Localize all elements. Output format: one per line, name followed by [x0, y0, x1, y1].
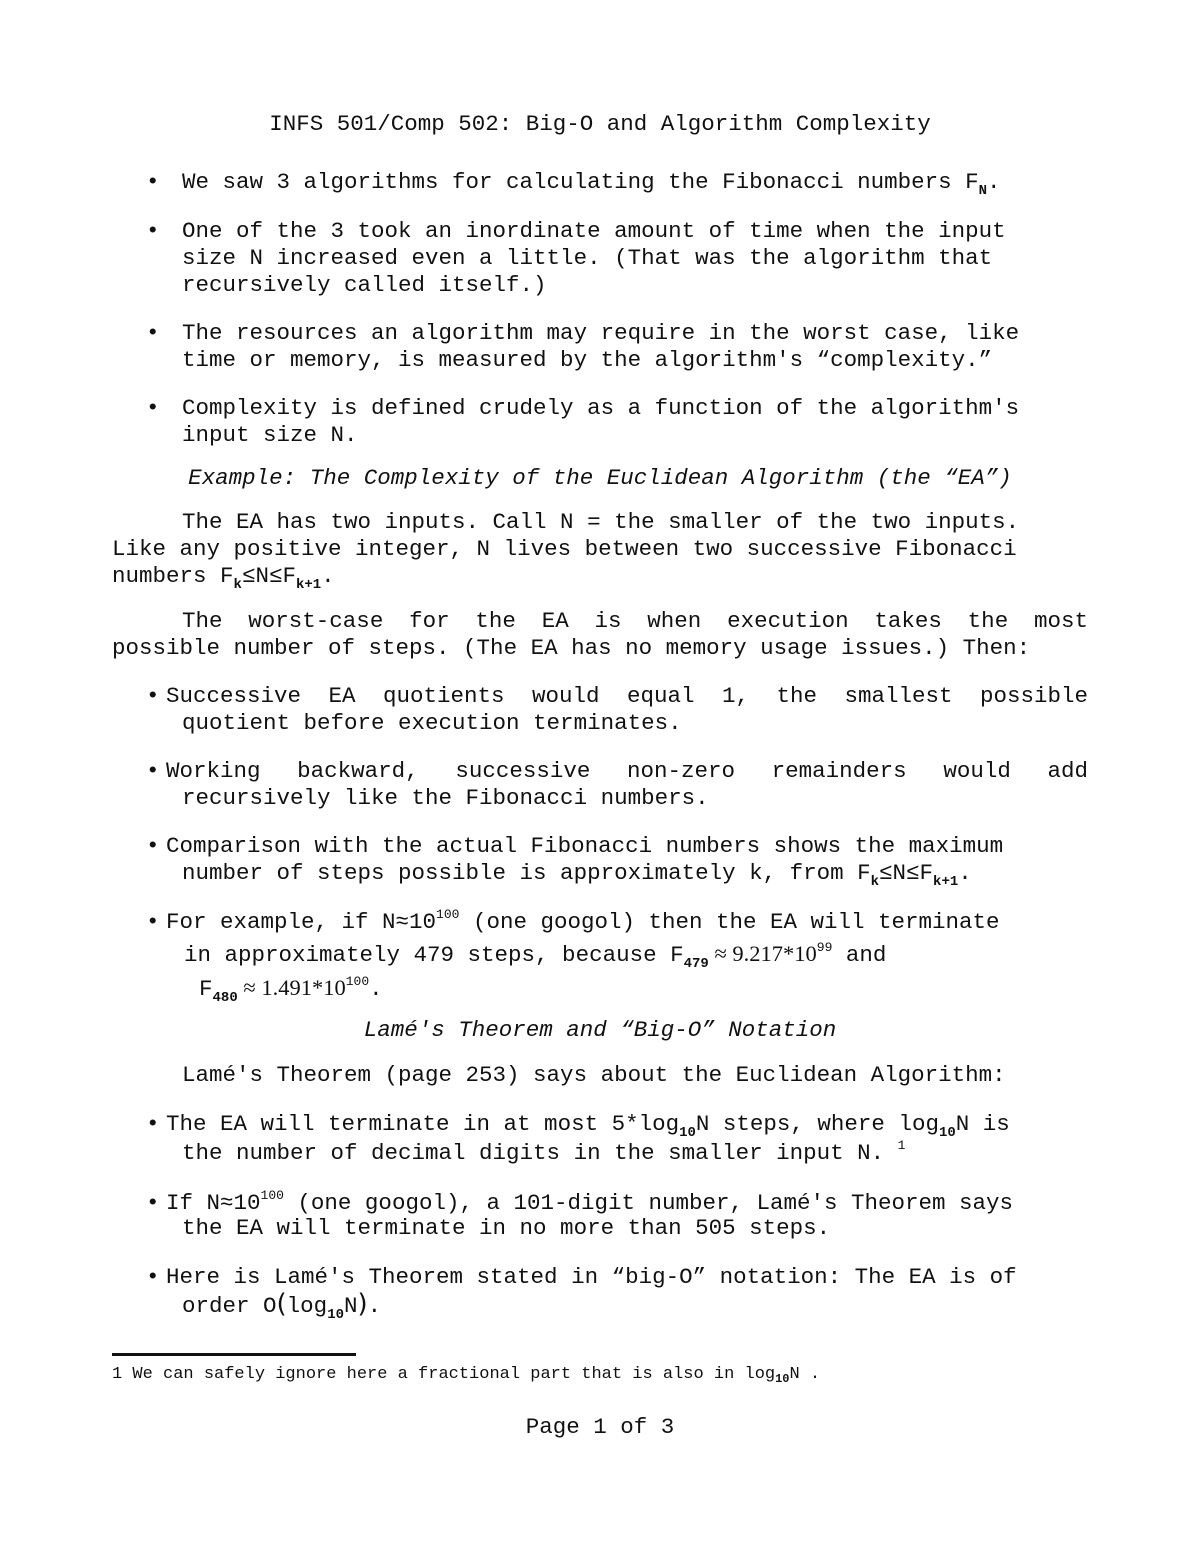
bullet-marker: • — [146, 833, 160, 859]
subscript-k-plus-1: k+1 — [295, 577, 322, 593]
text: (one googol) then the EA will terminate — [459, 909, 1000, 935]
lame-bullet-1-line-2 — [182, 1140, 905, 1169]
example-heading: Example: The Complexity of the Euclidean Algorithm (the “EA”) — [188, 465, 1012, 491]
text: If N≈10 — [166, 1190, 261, 1216]
example-p1-line-3 — [112, 563, 335, 593]
footnote-ref[interactable]: 1 — [897, 1138, 906, 1153]
footnote — [112, 1361, 820, 1389]
text: For example, if N≈10 — [166, 909, 437, 935]
page-title: INFS 501/Comp 502: Big-O and Algorithm Complexity — [269, 111, 931, 137]
example-p1-line-1: The EA has two inputs. Call N = the smaller of the two inputs. — [182, 509, 1020, 535]
subscript-10: 10 — [679, 1125, 696, 1141]
text: We can safely ignore here a fractional part that is also in log — [122, 1365, 776, 1384]
lame-bullet-3-line-2 — [182, 1291, 381, 1323]
example-bullet-1-line-2: quotient before execution terminates. — [182, 710, 682, 736]
intro-bullet-1 — [182, 169, 1001, 199]
text: The EA will terminate in at most 5*log — [166, 1111, 680, 1137]
example-bullet-3-line-2 — [182, 860, 972, 890]
example-bullet-4-line-3 — [199, 974, 383, 1006]
text: . — [367, 1293, 382, 1319]
text: numbers F — [112, 563, 234, 589]
text: N steps, where log — [695, 1111, 939, 1137]
intro-bullet-1-end: . — [987, 169, 1001, 195]
text: N is — [955, 1111, 1010, 1137]
example-bullet-1-line-1: Successive EA quotients would equal 1, the smallest possible — [166, 683, 1088, 709]
text: in approximately 479 steps, because F — [184, 942, 684, 968]
text: ≈ 1.491*10 — [237, 975, 346, 1000]
lame-bullet-1-line-1 — [166, 1111, 1010, 1141]
footnote-divider — [112, 1353, 356, 1356]
bullet-marker: • — [146, 758, 160, 784]
intro-bullet-2-line-1: One of the 3 took an inordinate amount of time when the input — [182, 218, 1006, 244]
text: order O — [182, 1293, 277, 1319]
bullet-marker: • — [146, 320, 160, 346]
text: ≈ 9.217*10 — [708, 941, 817, 966]
superscript-100: 100 — [345, 974, 370, 989]
text: and — [832, 942, 887, 968]
lame-bullet-3-line-1: Here is Lamé's Theorem stated in “big-O” notation: The EA is of — [166, 1264, 1017, 1290]
text: N . — [789, 1365, 821, 1384]
example-bullet-4-line-2 — [184, 940, 886, 972]
text: ≤N≤F — [241, 563, 296, 589]
example-p2-line-1: The worst-case for the EA is when execution takes the most — [182, 608, 1088, 634]
subscript-10: 10 — [775, 1372, 790, 1386]
intro-bullet-3-line-2: time or memory, is measured by the algorithm's “complexity.” — [182, 347, 993, 373]
intro-bullet-4-line-2: input size N. — [182, 422, 358, 448]
example-bullet-4-line-1 — [166, 909, 1000, 938]
text: the number of decimal digits in the smaller input N. — [182, 1140, 898, 1166]
text: N — [344, 1293, 358, 1319]
fib-subscript-n: N — [978, 183, 988, 199]
bullet-marker: • — [146, 1190, 160, 1216]
subscript-480: 480 — [212, 990, 238, 1006]
text: (one googol), a 101-digit number, Lamé's Theorem says — [283, 1190, 1014, 1216]
text: ≤N≤F — [879, 860, 934, 886]
intro-bullet-2-line-3: recursively called itself.) — [182, 272, 547, 298]
intro-bullet-2-line-2: size N increased even a little. (That was the algorithm that — [182, 245, 993, 271]
text: . — [321, 563, 335, 589]
bullet-marker: • — [146, 395, 160, 421]
text: . — [369, 976, 383, 1002]
bullet-marker: • — [146, 218, 160, 244]
example-bullet-3-line-1: Comparison with the actual Fibonacci numbers shows the maximum — [166, 833, 1004, 859]
bullet-marker: • — [146, 1264, 160, 1290]
example-p1-line-2: Like any positive integer, N lives between two successive Fibonacci — [112, 536, 1017, 562]
lame-bullet-2-line-2: the EA will terminate in no more than 505 steps. — [182, 1215, 831, 1241]
subscript-k: k — [233, 577, 242, 593]
subscript-479: 479 — [683, 956, 709, 972]
subscript-10: 10 — [938, 1125, 956, 1141]
text: log — [286, 1293, 328, 1319]
example-bullet-2-line-2: recursively like the Fibonacci numbers. — [182, 785, 709, 811]
example-bullet-2-line-1: Working backward, successive non-zero remainders would add — [166, 758, 1088, 784]
text: F — [199, 976, 213, 1002]
subscript-k: k — [870, 874, 880, 890]
bullet-marker: • — [146, 169, 160, 195]
bullet-marker: • — [146, 909, 160, 935]
text: . — [958, 860, 972, 886]
lame-intro: Lamé's Theorem (page 253) says about the Euclidean Algorithm: — [182, 1062, 1006, 1088]
superscript-100: 100 — [436, 907, 460, 922]
subscript-k-plus-1: k+1 — [933, 874, 959, 890]
subscript-10: 10 — [327, 1307, 344, 1323]
footnote-number: 1 — [112, 1365, 123, 1384]
bullet-marker: • — [146, 1111, 160, 1137]
open-paren: ( — [276, 1289, 287, 1319]
superscript-100: 100 — [260, 1188, 284, 1203]
page-number-footer: Page 1 of 3 — [525, 1414, 675, 1440]
example-p2-line-2: possible number of steps. (The EA has no memory usage issues.) Then: — [112, 635, 1031, 661]
intro-bullet-3-line-1: The resources an algorithm may require in the worst case, like — [182, 320, 1020, 346]
superscript-99: 99 — [816, 940, 833, 955]
lame-heading: Lamé's Theorem and “Big-O” Notation — [363, 1017, 837, 1043]
intro-bullet-1-text: We saw 3 algorithms for calculating the Fibonacci numbers F — [182, 169, 979, 195]
bullet-marker: • — [146, 683, 160, 709]
text: number of steps possible is approximately k, from F — [182, 860, 871, 886]
intro-bullet-4-line-1: Complexity is defined crudely as a function of the algorithm's — [182, 395, 1020, 421]
close-paren: ) — [357, 1289, 368, 1319]
